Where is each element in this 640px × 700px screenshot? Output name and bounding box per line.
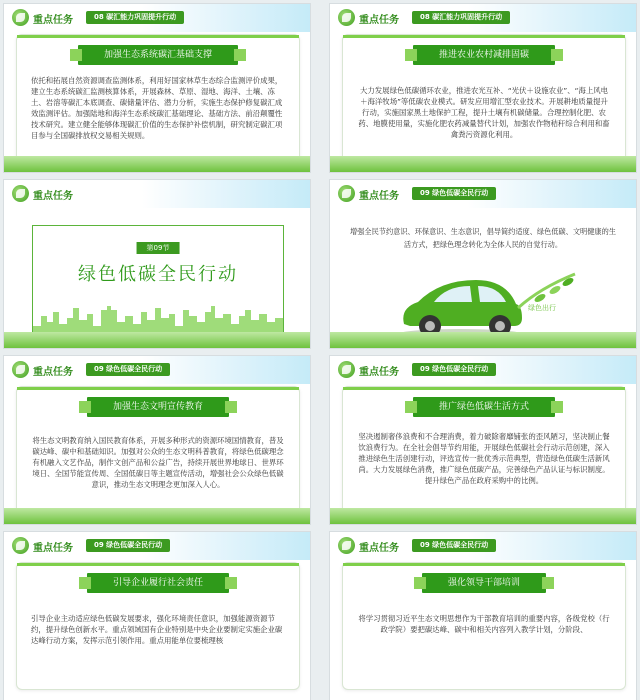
section-tag: 推广绿色低碳生活方式 [413,397,555,417]
header-title: 重点任务 [359,543,399,554]
content-card [342,562,626,690]
slide-8[interactable] [330,532,636,700]
header-title: 重点任务 [359,367,399,378]
slide-header [330,4,636,32]
slide-header [330,532,636,560]
leaf-logo-icon [12,537,29,554]
green-band [4,508,310,524]
slide-7[interactable] [4,532,310,700]
content-card [342,34,626,162]
header-pill: 09 绿色低碳全民行动 [412,539,496,552]
green-band [330,156,636,172]
leaf-logo-icon [12,361,29,378]
body-text: 大力发展绿色低碳循环农业，推进农光互补、“光伏＋设施农业”、“海上风电＋海洋牧场”等低碳农业模式。研发应用增汇型农业技术。开展耕地质量提升行动，实施国家黑土地保护工程，提升土壤有机碳储量。合理控制化肥、农药、地膜使用量，实施化肥农药减量替代计划，加强农作物秸秆综合利用和畜禽粪污资源化利用。 [358,86,610,139]
slide-1[interactable] [4,4,310,172]
section-frame [32,225,284,337]
header-title: 重点任务 [33,367,73,378]
city-skyline-icon [33,302,283,336]
header-pill: 09 绿色低碳全民行动 [412,363,496,376]
header-title: 重点任务 [33,191,73,202]
green-band [4,332,310,348]
section-tag: 引导企业履行社会责任 [87,573,229,593]
leaf-logo-icon [12,185,29,202]
leaf-logo-icon [338,537,355,554]
slide-header [330,180,636,208]
green-car-icon [390,268,580,340]
green-band [330,508,636,524]
leaf-logo-icon [338,361,355,378]
section-number: 第09节 [137,242,180,254]
slide-header [4,4,310,32]
header-title: 重点任务 [359,191,399,202]
body-text: 增强全民节约意识、环保意识、生态意识，倡导简约适度、绿色低碳、文明健康的生活方式，把绿色理念转化为全体人民的自觉行动。 [350,227,616,249]
header-title: 重点任务 [359,15,399,26]
section-tag: 加强生态系统碳汇基础支撑 [78,45,238,65]
slide-5[interactable] [4,356,310,524]
header-pill: 09 绿色低碳全民行动 [412,187,496,200]
slide-header [4,532,310,560]
section-tag: 推进农业农村减排固碳 [413,45,555,65]
section-tag: 加强生态文明宣传教育 [87,397,229,417]
body-text: 依托和拓展自然资源调查监测体系，利用好国家林草生态综合监测评价成果，建立生态系统碳汇监测核算体系，开展森林、草原、湿地、海洋、土壤、冻土、岩溶等碳汇本底调查、碳储量评估、潜力分析，实施生态保护修复碳汇成效监测评估。加强陆地和海洋生态系统碳汇基础理论、基础方法、前沿颠覆性技术研究。建立健全能够体现碳汇价值的生态保护补偿机制，研究制定碳汇项目参与全国碳排放权交易相关规则。 [31,76,283,140]
content-card [342,386,626,514]
body-text: 引导企业主动适应绿色低碳发展要求，强化环境责任意识，加强能源资源节约，提升绿色创新水平。重点领域国有企业特别是中央企业要制定实施企业碳达峰行动方案，发挥示范引领作用。重点用能单位要梳理核 [31,614,283,645]
slide-header [330,356,636,384]
content-card [16,386,300,514]
header-title: 重点任务 [33,543,73,554]
slide-header [4,356,310,384]
slide-header [4,180,310,208]
green-band [4,156,310,172]
leaf-logo-icon [338,185,355,202]
slide-3[interactable] [4,180,310,348]
header-pill: 09 绿色低碳全民行动 [86,363,170,376]
header-title: 重点任务 [33,15,73,26]
header-pill: 08 碳汇能力巩固提升行动 [412,11,510,24]
header-pill: 08 碳汇能力巩固提升行动 [86,11,184,24]
body-text: 坚决遏制奢侈浪费和不合理消费，着力破除奢靡铺张的歪风陋习，坚决制止餐饮浪费行为。在全社会倡导节约用能，开展绿色低碳社会行动示范创建，深入推进绿色生活创建行动，评选宣传一批优秀示范典型，营造绿色低碳生活新风尚。大力发展绿色消费，推广绿色低碳产品，完善绿色产品认证与标识制度。提升绿色产品在政府采购中的比例。 [358,432,610,485]
slide-4[interactable] [330,180,636,348]
slide-6[interactable] [330,356,636,524]
leaf-logo-icon [338,9,355,26]
car-caption: 绿色出行 [528,304,556,312]
green-band [330,332,636,348]
content-card [16,562,300,690]
header-pill: 09 绿色低碳全民行动 [86,539,170,552]
slide-2[interactable] [330,4,636,172]
body-text: 将学习贯彻习近平生态文明思想作为干部教育培训的重要内容，各级党校（行政学院）要把碳达峰、碳中和相关内容列入教学计划，分阶段、 [358,614,610,634]
section-tag: 强化领导干部培训 [422,573,546,593]
body-text: 将生态文明教育纳入国民教育体系，开展多种形式的资源环境国情教育，普及碳达峰、碳中和基础知识。加强对公众的生态文明科普教育，将绿色低碳理念有机融入文艺作品，制作文创产品和公益广告，持续开展世界地球日、世界环境日、全国节能宣传周、全国低碳日等主题宣传活动，增强社会公众绿色低碳意识，推动生态文明理念更加深入人心。 [32,436,284,489]
content-card [16,34,300,162]
leaf-logo-icon [12,9,29,26]
section-title: 绿色低碳全民行动 [78,264,238,285]
